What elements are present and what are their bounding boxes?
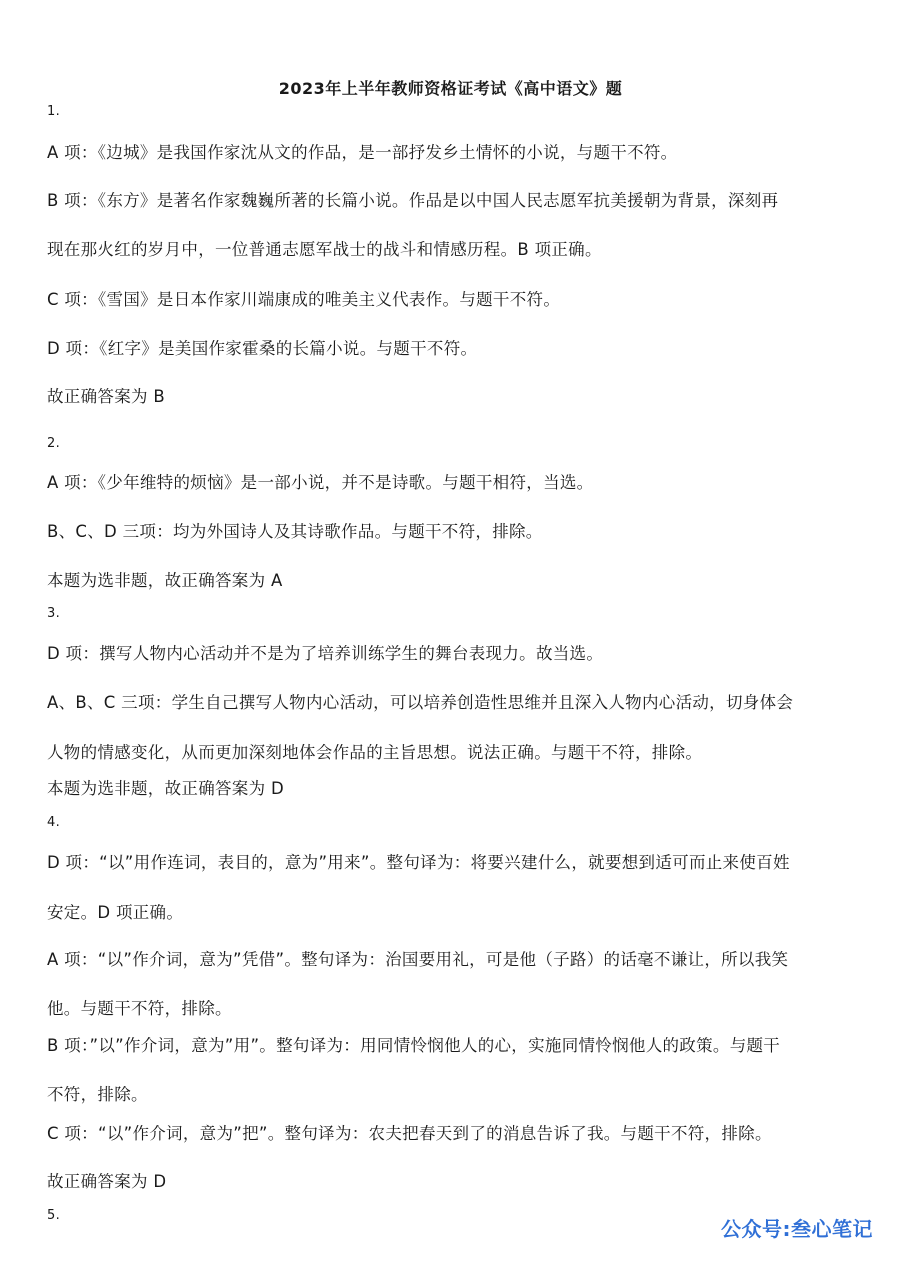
q3-option-abc: A、B、C 三项：学生自己撰写人物内心活动，可以培养创造性思维并且深入人物内心活动，切身体会	[47, 693, 794, 712]
q1-option-c: C 项：《雪国》是日本作家川端康成的唯美主义代表作。与题干不符。	[47, 290, 561, 309]
question-number-3: 3.	[47, 606, 61, 621]
q3-answer: 本题为选非题，故正确答案为 D	[47, 779, 284, 798]
q2-option-a: A 项：《少年维特的烦恼》是一部小说，并不是诗歌。与题干相符，当选。	[47, 473, 594, 492]
q3-option-abc-cont: 人物的情感变化，从而更加深刻地体会作品的主旨思想。说法正确。与题干不符，排除。	[47, 743, 703, 762]
q1-option-d: D 项：《红字》是美国作家霍桑的长篇小说。与题干不符。	[47, 339, 478, 358]
q1-option-b-cont: 现在那火红的岁月中，一位普通志愿军战士的战斗和情感历程。B 项正确。	[47, 240, 602, 259]
page-title: 2023年上半年教师资格证考试《高中语文》题	[278, 79, 623, 98]
q2-answer: 本题为选非题，故正确答案为 A	[47, 571, 283, 590]
q4-option-a-cont: 他。与题干不符，排除。	[47, 999, 232, 1018]
q4-option-c: C 项：“以”作介词，意为”把”。整句译为：农夫把春天到了的消息告诉了我。与题干不符，排除。	[47, 1124, 772, 1143]
question-number-4: 4.	[47, 815, 61, 830]
q4-option-a: A 项：“以”作介词，意为”凭借”。整句译为：治国要用礼，可是他（子路）的话毫不谦让，所以我笑	[47, 950, 789, 969]
q1-answer: 故正确答案为 B	[47, 387, 165, 406]
q1-option-b: B 项：《东方》是著名作家魏巍所著的长篇小说。作品是以中国人民志愿军抗美援朝为背景，深刻再	[47, 191, 779, 210]
q4-option-d: D 项：“以”用作连词，表目的，意为”用来”。整句译为：将要兴建什么，就要想到适可而止来使百姓	[47, 853, 790, 872]
watermark: 公众号:叁心笔记	[721, 1217, 873, 1241]
question-number-1: 1.	[47, 104, 61, 119]
q3-option-d: D 项：撰写人物内心活动并不是为了培养训练学生的舞台表现力。故当选。	[47, 644, 604, 663]
question-number-2: 2.	[47, 436, 61, 451]
question-number-5: 5.	[47, 1208, 61, 1223]
q2-option-bcd: B、C、D 三项：均为外国诗人及其诗歌作品。与题干不符，排除。	[47, 522, 543, 541]
q1-option-a: A 项：《边城》是我国作家沈从文的作品，是一部抒发乡土情怀的小说，与题干不符。	[47, 143, 678, 162]
q4-option-d-cont: 安定。D 项正确。	[47, 903, 184, 922]
q4-option-b: B 项：”以”作介词，意为”用”。整句译为：用同情怜悯他人的心，实施同情怜悯他人的政策。与题干	[47, 1036, 781, 1055]
q4-answer: 故正确答案为 D	[47, 1172, 167, 1191]
q4-option-b-cont: 不符，排除。	[47, 1085, 148, 1104]
